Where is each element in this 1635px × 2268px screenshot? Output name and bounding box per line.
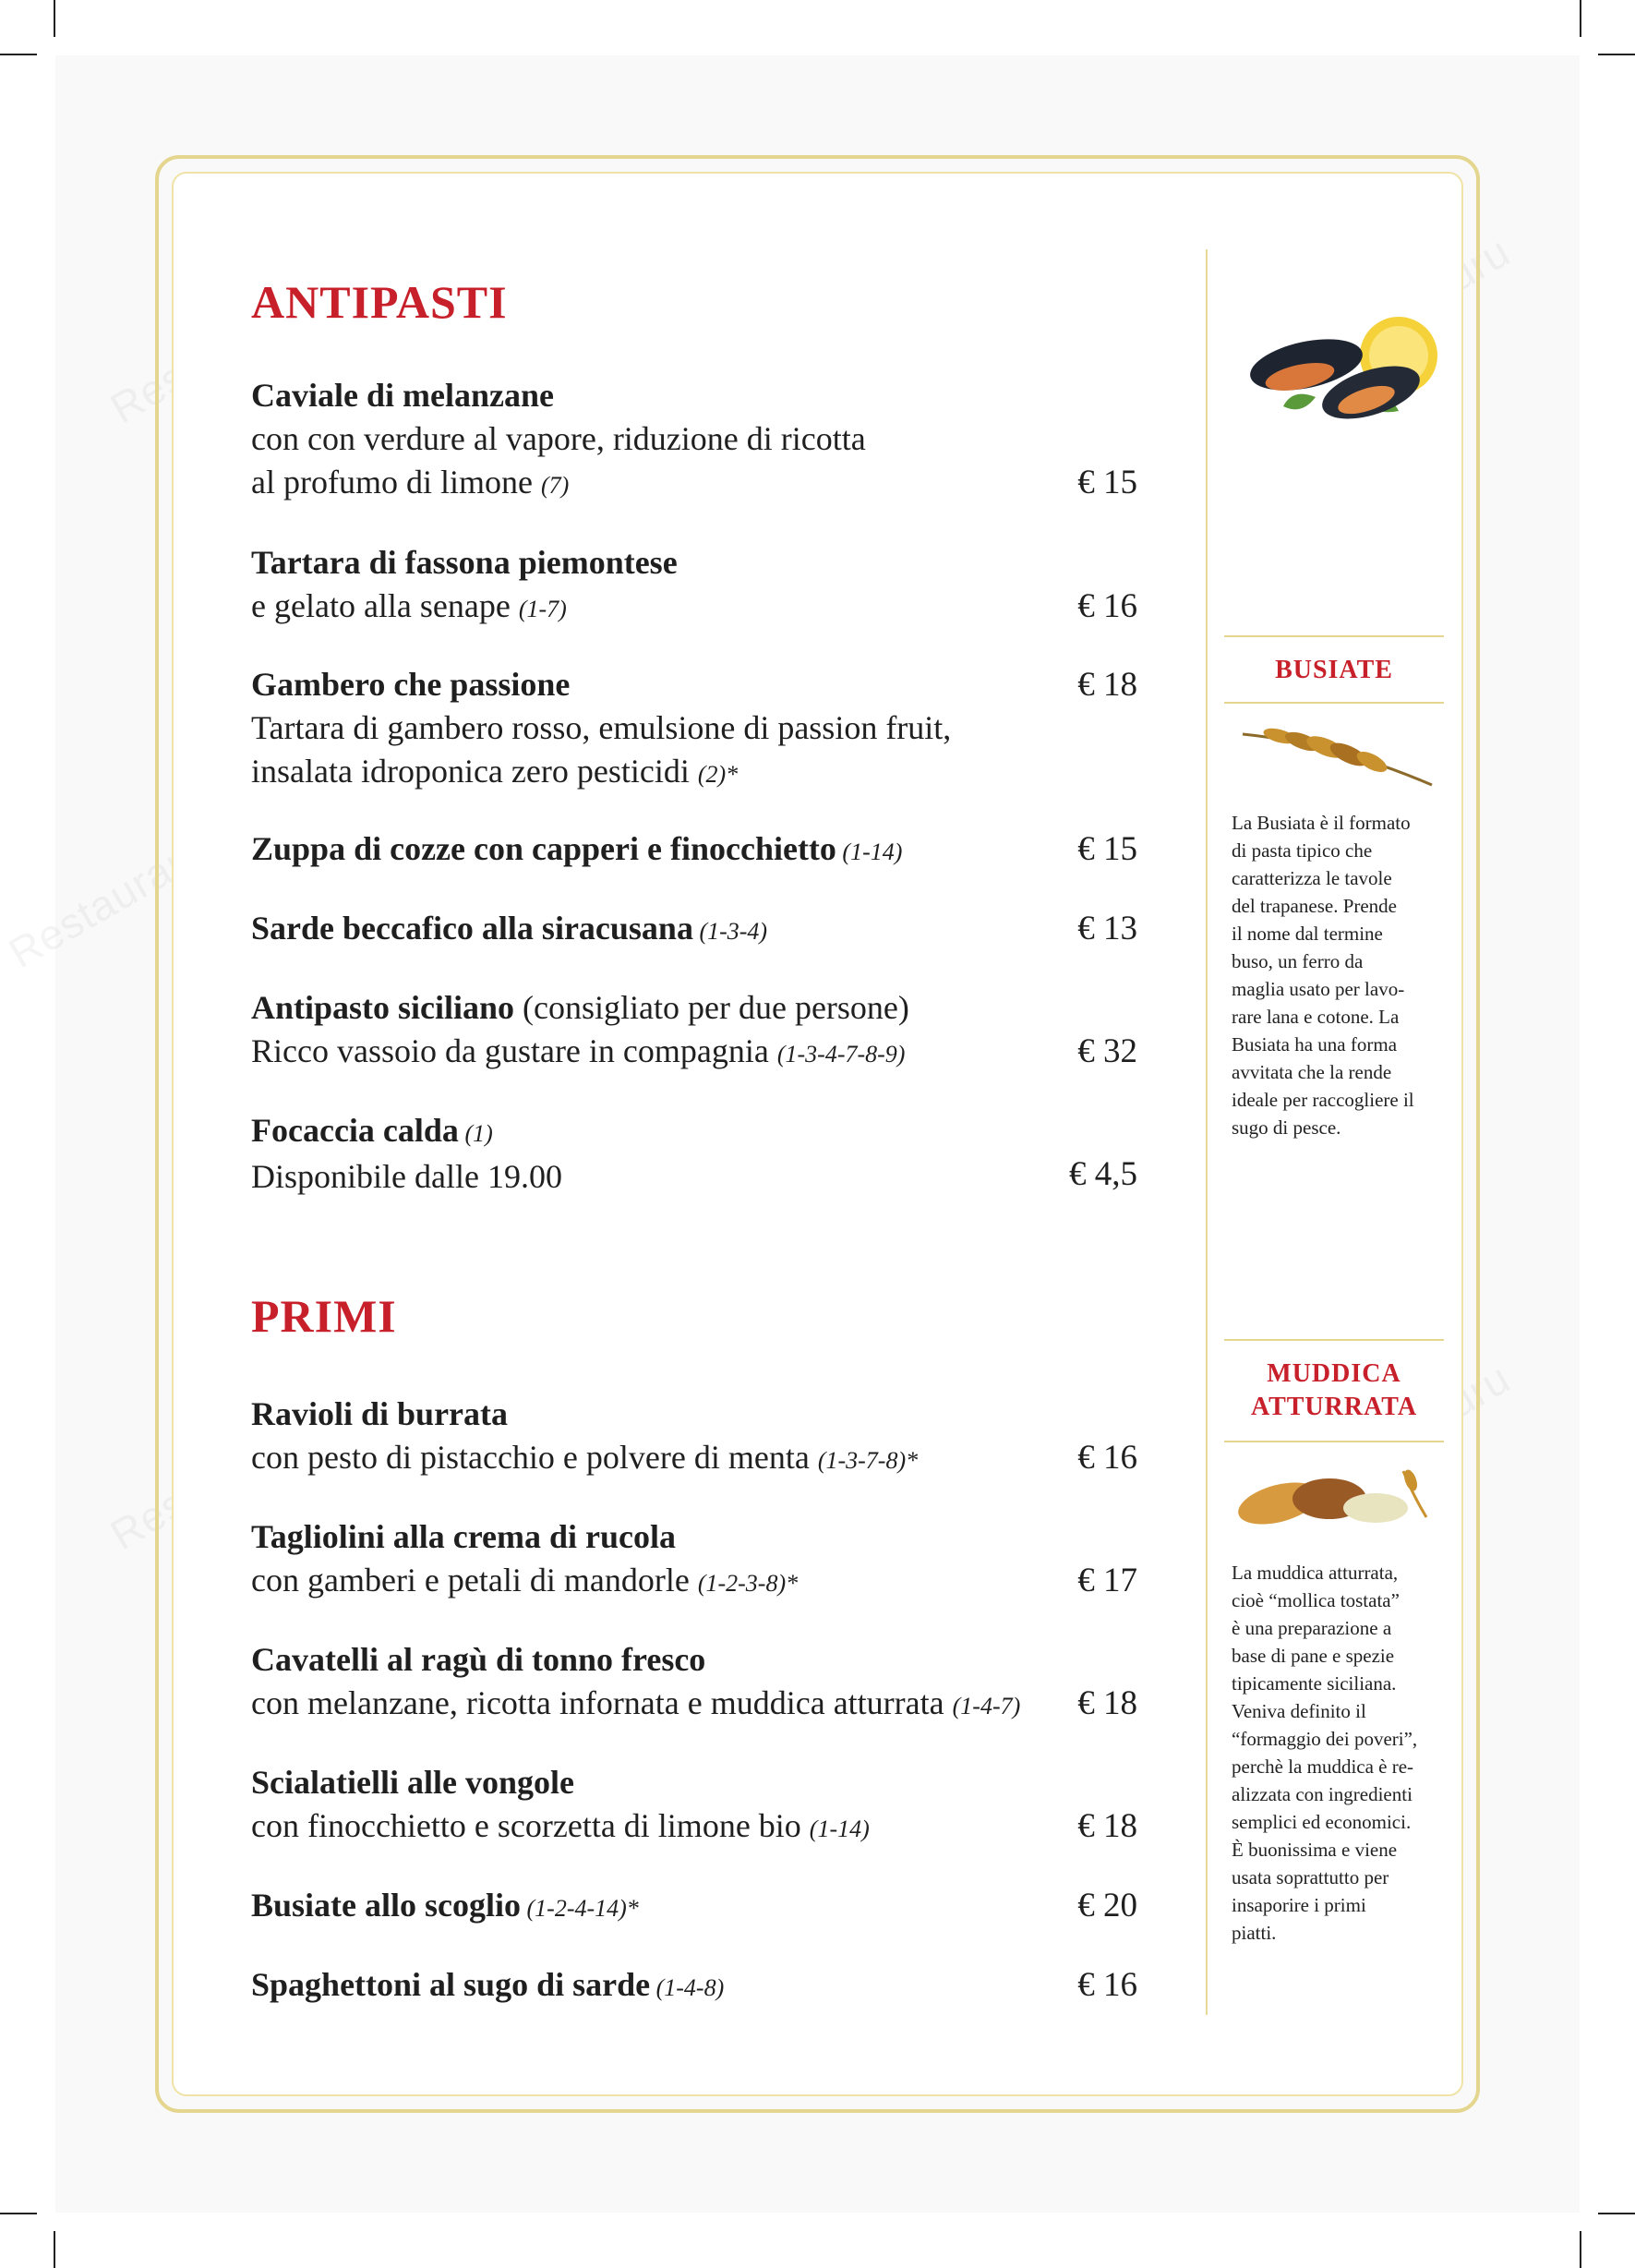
sidebar-title-muddica (1224, 1357, 1444, 1424)
allergen-codes: (1-3-4-7-8-9) (776, 1041, 906, 1068)
menu-item (251, 374, 1137, 507)
item-note: (consigliato per due persone) (514, 989, 909, 1026)
section-title-primi: PRIMI (251, 1290, 397, 1342)
description-line: rare lana e cotone. La (1232, 1006, 1400, 1028)
sidebar-title-busiate: BUSIATE (1275, 656, 1393, 684)
item-description: e gelato alla senape (251, 587, 519, 624)
item-description: Disponibile dalle 19.00 (251, 1158, 562, 1195)
item-name: Antipasto siciliano (251, 989, 515, 1026)
column-divider (1206, 249, 1208, 2015)
item-price: € 15 (1077, 830, 1137, 868)
menu-item (251, 907, 1137, 953)
sidebar-rule (1224, 1339, 1444, 1341)
item-name: Cavatelli al ragù di tonno fresco (251, 1641, 706, 1678)
allergen-codes: (1-3-4) (692, 918, 768, 945)
mussels-illustration (1228, 305, 1440, 434)
menu-item (251, 541, 1137, 631)
item-price: € 20 (1077, 1887, 1137, 1924)
menu-item (251, 1963, 1137, 2009)
description-line: La muddica atturrata, (1232, 1562, 1399, 1584)
bread-illustration (1228, 1457, 1445, 1531)
allergen-codes: (1-7) (518, 596, 567, 622)
description-line: usata soprattutto per (1232, 1866, 1389, 1888)
description-line: “formaggio dei poveri”, (1232, 1728, 1418, 1750)
allergen-codes: (1-2-4-14)* (521, 1895, 639, 1922)
menu-item (251, 663, 1137, 796)
description-line: alizzata con ingredienti (1232, 1783, 1413, 1805)
allergen-codes: (2)* (697, 761, 739, 788)
item-price: € 16 (1077, 1439, 1137, 1477)
description-line: semplici ed economici. (1232, 1811, 1412, 1833)
item-price: € 32 (1077, 1032, 1137, 1070)
item-name: Ravioli di burrata (251, 1395, 509, 1432)
crop-mark (0, 54, 37, 55)
description-line: buso, un ferro da (1232, 950, 1364, 972)
description-line: cioè “mollica tostata” (1232, 1589, 1400, 1611)
crop-mark (0, 2213, 37, 2214)
crop-mark (1580, 0, 1581, 37)
item-price: € 18 (1077, 1684, 1137, 1722)
sidebar-rule (1224, 1441, 1444, 1442)
description-line: del trapanese. Prende (1232, 895, 1398, 917)
menu-item (251, 1884, 1137, 1930)
item-description: Ricco vassoio da gustare in compagnia (251, 1032, 777, 1069)
item-name: Sarde beccafico alla siracusana (251, 910, 693, 947)
item-name: Zuppa di cozze con capperi e finocchietto (251, 830, 836, 867)
item-price: € 16 (1077, 1966, 1137, 2004)
allergen-codes: (1-14) (809, 1816, 870, 1842)
allergen-codes: (1-14) (836, 838, 903, 865)
item-description: insalata idroponica zero pesticidi (251, 753, 698, 790)
item-price: € 18 (1077, 1807, 1137, 1845)
item-price: € 13 (1077, 910, 1137, 947)
item-description: con con verdure al vapore, riduzione di ricotta (251, 420, 866, 457)
item-name: Caviale di melanzane (251, 377, 554, 414)
menu-item (251, 986, 1137, 1076)
allergen-codes: (7) (540, 472, 570, 499)
description-line: insaporire i primi (1232, 1894, 1366, 1916)
description-line: è una preparazione a (1232, 1617, 1392, 1639)
wheat-illustration (1233, 716, 1441, 790)
description-line: base di pane e spezie (1232, 1645, 1395, 1667)
crop-mark (1598, 54, 1635, 55)
crop-mark (54, 0, 55, 37)
item-price: € 15 (1077, 464, 1137, 501)
description-line: ideale per raccogliere il (1232, 1089, 1414, 1111)
allergen-codes: (1-2-3-8)* (697, 1570, 799, 1597)
menu-item (251, 1638, 1137, 1728)
allergen-codes: (1) (458, 1120, 493, 1147)
item-price: € 17 (1077, 1562, 1137, 1599)
item-description: con finocchietto e scorzetta di limone bio (251, 1807, 810, 1844)
item-price: € 16 (1077, 587, 1137, 625)
menu-item (251, 827, 1137, 874)
item-description: con melanzane, ricotta infornata e muddica atturrata (251, 1684, 953, 1721)
item-name: Gambero che passione (251, 666, 571, 703)
item-name: Busiate allo scoglio (251, 1887, 522, 1924)
item-name: Focaccia calda (251, 1112, 459, 1149)
description-line: perchè la muddica è re- (1232, 1755, 1414, 1778)
item-description: con gamberi e petali di mandorle (251, 1562, 698, 1598)
item-description: Tartara di gambero rosso, emulsione di passion fruit, (251, 709, 952, 746)
description-line: È buonissima e viene (1232, 1839, 1398, 1861)
allergen-codes: (1-4-8) (650, 1974, 725, 2001)
item-description: con pesto di pistacchio e polvere di menta (251, 1439, 818, 1476)
description-line: piatti. (1232, 1922, 1277, 1944)
section-title-antipasti: ANTIPASTI (251, 276, 508, 328)
description-line: avvitata che la rende (1232, 1061, 1392, 1083)
allergen-codes: (1-3-7-8)* (817, 1447, 919, 1474)
sidebar-title-line: ATTURRATA (1250, 1393, 1418, 1421)
item-description: al profumo di limone (251, 464, 541, 501)
description-line: il nome dal termine (1232, 923, 1383, 945)
menu-item (251, 1761, 1137, 1851)
sidebar-rule (1224, 702, 1444, 704)
item-name: Tagliolini alla crema di rucola (251, 1518, 677, 1555)
description-line: La Busiata è il formato (1232, 812, 1411, 834)
allergen-codes: (1-4-7) (952, 1693, 1021, 1719)
item-name: Scialatielli alle vongole (251, 1764, 574, 1801)
crop-mark (1580, 2231, 1581, 2268)
item-name: Spaghettoni al sugo di sarde (251, 1966, 651, 2003)
menu-item (251, 1109, 1137, 1199)
crop-mark (1598, 2213, 1635, 2214)
busiate-description (1232, 809, 1449, 1141)
description-line: Veniva definito il (1232, 1700, 1366, 1722)
sidebar-rule (1224, 635, 1444, 637)
description-line: Busiata ha una forma (1232, 1033, 1398, 1056)
menu-item (251, 1515, 1137, 1605)
description-line: caratterizza le tavole (1232, 867, 1392, 889)
item-price: € 4,5 (1069, 1155, 1137, 1193)
description-line: tipicamente siciliana. (1232, 1672, 1397, 1695)
item-name: Tartara di fassona piemontese (251, 544, 678, 581)
muddica-description (1232, 1559, 1449, 1947)
menu-item (251, 1393, 1137, 1482)
description-line: sugo di pesce. (1232, 1116, 1341, 1139)
sidebar-title-line: MUDDICA (1267, 1359, 1401, 1388)
item-price: € 18 (1077, 666, 1137, 704)
crop-mark (54, 2231, 55, 2268)
description-line: di pasta tipico che (1232, 839, 1373, 862)
description-line: maglia usato per lavo- (1232, 978, 1405, 1000)
